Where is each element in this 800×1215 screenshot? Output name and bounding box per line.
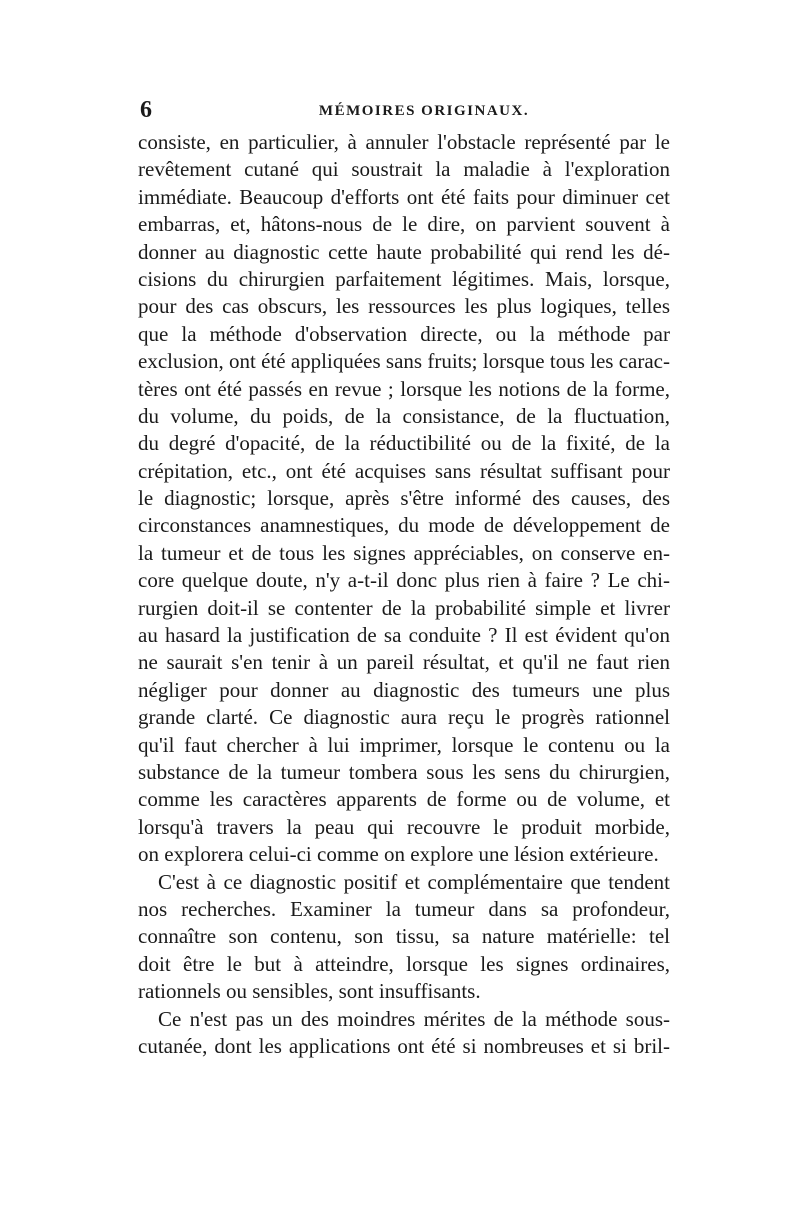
- text-line: du volume, du poids, de la consistance, de la fluctuation,: [138, 403, 670, 428]
- text-line: core quelque doute, n'y a-t-il donc plus rien à faire ? Le chi-: [138, 568, 670, 593]
- text-line: donner au diagnostic cette haute probabilité qui rend les dé-: [138, 239, 670, 264]
- text-line: substance de la tumeur tombera sous les sens du chirurgien,: [138, 759, 670, 784]
- text-line: crépitation, etc., ont été acquises sans résultat suffisant pour: [138, 458, 670, 483]
- text-line: circonstances anamnestiques, du mode de développement de: [138, 513, 670, 538]
- paragraph-start-line: Ce n'est pas un des moindres mérites de la méthode sous-: [158, 1006, 670, 1031]
- text-line: connaître son contenu, son tissu, sa nature matérielle: tel: [138, 924, 670, 949]
- page-number: 6: [140, 97, 152, 123]
- running-head: [138, 95, 670, 127]
- text-line: nos recherches. Examiner la tumeur dans sa profondeur,: [138, 896, 670, 921]
- text-line: pour des cas obscurs, les ressources les plus logiques, telles: [138, 294, 670, 319]
- running-title: MÉMOIRES ORIGINAUX.: [318, 103, 530, 119]
- text-line: cutanée, dont les applications ont été si nombreuses et si bril-: [138, 1033, 670, 1058]
- text-line: rurgien doit-il se contenter de la probabilité simple et livrer: [138, 595, 670, 620]
- text-line: la tumeur et de tous les signes appréciables, on conserve en-: [138, 540, 670, 565]
- text-line: revêtement cutané qui soustrait la maladie à l'exploration: [138, 157, 670, 182]
- paragraph-end-line: rationnels ou sensibles, sont insuffisants.: [138, 979, 481, 1004]
- text-line: que la méthode d'observation directe, ou la méthode par: [138, 321, 670, 346]
- text-line: ne saurait s'en tenir à un pareil résultat, et qu'il ne faut rien: [138, 650, 670, 675]
- paragraph-start-line: C'est à ce diagnostic positif et complémentaire que tendent: [158, 869, 670, 894]
- text-line: négliger pour donner au diagnostic des tumeurs une plus: [138, 677, 670, 702]
- body-text: [138, 129, 670, 1060]
- text-line: grande clarté. Ce diagnostic aura reçu le progrès rationnel: [138, 705, 670, 730]
- text-line: embarras, et, hâtons-nous de le dire, on parvient souvent à: [138, 212, 670, 237]
- text-line: au hasard la justification de sa conduite ? Il est évident qu'on: [138, 623, 670, 648]
- text-line: du degré d'opacité, de la réductibilité ou de la fixité, de la: [138, 431, 670, 456]
- paragraph-end-line: on explorera celui-ci comme on explore une lésion extérieure.: [138, 842, 659, 867]
- text-line: cisions du chirurgien parfaitement légitimes. Mais, lorsque,: [138, 266, 670, 291]
- text-line: tères ont été passés en revue ; lorsque les notions de la forme,: [138, 376, 670, 401]
- text-line: lorsqu'à travers la peau qui recouvre le produit morbide,: [138, 814, 670, 839]
- text-line: doit être le but à atteindre, lorsque les signes ordinaires,: [138, 951, 670, 976]
- text-line: immédiate. Beaucoup d'efforts ont été faits pour diminuer cet: [138, 184, 670, 209]
- text-line: comme les caractères apparents de forme ou de volume, et: [138, 787, 670, 812]
- text-line: exclusion, ont été appliquées sans fruits; lorsque tous les carac-: [138, 349, 670, 374]
- text-line: le diagnostic; lorsque, après s'être informé des causes, des: [138, 486, 670, 511]
- text-line: consiste, en particulier, à annuler l'obstacle représenté par le: [138, 130, 670, 154]
- text-line: qu'il faut chercher à lui imprimer, lorsque le contenu ou la: [138, 732, 670, 757]
